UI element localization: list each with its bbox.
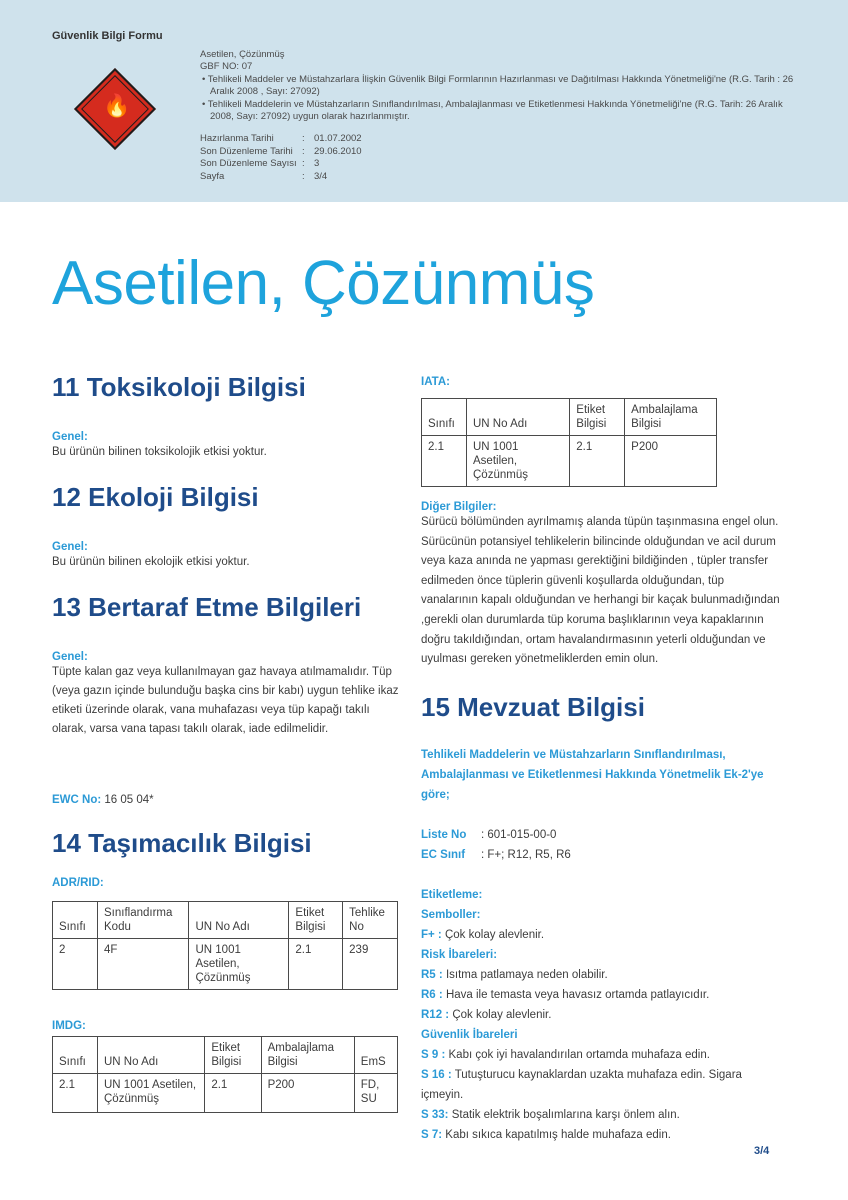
meta-value: 3/4 [314,170,328,182]
table-row [422,436,717,487]
imdg-label: IMDG: [52,1020,86,1032]
section-14-heading: 14 Taşımacılık Bilgisi [52,828,312,858]
r12-row [421,1005,781,1025]
iata-label: IATA: [421,376,450,388]
r6-value: Hava ile temasta veya havasız ortamda patlayıcıdır. [445,988,710,1001]
table-header: Etiket Bilgisi [205,1037,261,1074]
table-cell: 4F [98,939,189,990]
table-header-row [422,399,717,436]
table-header: Sınıfı [422,399,467,436]
meta-row: Sayfa : 3/4 [200,170,328,182]
section-11-label: Genel: [52,431,88,443]
table-cell: UN 1001 Asetilen, Çözünmüş [98,1074,205,1113]
s9-value: Kabı çok iyi havalandırılan ortamda muhafaza edin. [448,1048,710,1061]
meta-key: Son Düzenleme Tarihi [200,145,293,157]
guvenlik-text: Güvenlik İbareleri [421,1028,518,1041]
ewc-value: 16 05 04* [104,794,154,806]
r6-row [421,985,781,1005]
adr-label: ADR/RID: [52,877,104,889]
table-header: UN No Adı [189,902,289,939]
r12-key: R12 : [421,1008,450,1021]
section-12-heading: 12 Ekoloji Bilgisi [52,482,259,512]
table-header: Ambalajlama Bilgisi [625,399,717,436]
meta-row: Son Düzenleme Sayısı : 3 [200,158,320,170]
fplus-key: F+ : [421,928,442,941]
regulation-1: • Tehlikeli Maddeler ve Müstahzarlara İlişkin Güvenlik Bilgi Formlarının Hazırlanması ve Dağıtılması Hakkında Yönetmeliği'ne (R.G. Tarih : 26 Aralık 2008 , Sayı: 27092) [202,73,794,98]
table-cell: UN 1001 Asetilen, Çözünmüş [467,436,570,487]
guvenlik-label [421,1025,781,1045]
brand: Güvenlik Bilgi Formu [52,30,163,42]
s16-row [421,1065,781,1105]
meta-key: Hazırlanma Tarihi [200,133,274,145]
meta-value: 01.07.2002 [314,133,362,145]
semboller-label [421,905,781,925]
section-11-heading: 11 Toksikoloji Bilgisi [52,372,306,402]
s33-value: Statik elektrik boşalımlarına karşı önlem alın. [451,1108,680,1121]
section-13-heading: 13 Bertaraf Etme Bilgileri [52,592,362,622]
r6-key: R6 : [421,988,443,1001]
table-cell: 2.1 [53,1074,98,1113]
table-header-row [53,1037,398,1074]
header-band [0,0,848,202]
section-13-label: Genel: [52,651,88,663]
meta-row: Hazırlanma Tarihi : 01.07.2002 [200,133,362,145]
table-header: Tehlike No [343,902,398,939]
fplus-row [421,925,781,945]
ewc-line [52,791,404,810]
table-cell: 2.1 [289,939,343,990]
section-15-subhead: Tehlikeli Maddelerin ve Müstahzarların Sınıflandırılması, Ambalajlanması ve Etiketlenmesi Hakkında Yönetmelik Ek-2'ye göre; [421,748,764,801]
page-number: 3/4 [754,1145,770,1157]
table-cell: UN 1001 Asetilen, Çözünmüş [189,939,289,990]
section-15-heading: 15 Mevzuat Bilgisi [421,691,645,722]
left-column [52,372,404,1113]
risk-label [421,945,781,965]
s16-key: S 16 : [421,1068,452,1081]
form-number: GBF NO: 07 [200,61,253,73]
table-row [53,939,398,990]
liste-row [421,825,781,845]
risk-text: Risk İbareleri: [421,948,498,961]
table-cell: P200 [625,436,717,487]
ec-key: EC Sınıf [421,848,466,861]
s7-row [421,1125,781,1145]
table-header: Ambalajlama Bilgisi [261,1037,354,1074]
ewc-label: EWC No: [52,794,102,806]
section-11-text: Bu ürünün bilinen toksikolojik etkisi yoktur. [52,446,267,458]
s33-key: S 33: [421,1108,449,1121]
table-cell: 2.1 [205,1074,261,1113]
table-header: UN No Adı [98,1037,205,1074]
right-column [421,376,781,1145]
r5-row [421,965,781,985]
r12-value: Çok kolay alevlenir. [452,1008,552,1021]
etiketleme-text: Etiketleme: [421,888,483,901]
s9-key: S 9 : [421,1048,446,1061]
adr-table [52,901,398,990]
table-header: Etiket Bilgisi [570,399,625,436]
section-13-text: Tüpte kalan gaz veya kullanılmayan gaz havaya atılmamalıdır. Tüp (veya gazın içinde bulunduğu başka cins bir kabı) uygun tehlike ikaz etiketi üzerinde olarak, vana muhafazası veya tüp kapağı takılı olarak, varsa vana tapası takılı olarak, iade edilmelidir. [52,666,399,735]
s33-row [421,1105,781,1125]
table-header: Sınıfı [53,902,98,939]
ec-row [421,845,781,865]
imdg-table [52,1036,398,1113]
table-header: EmS [354,1037,397,1074]
table-header: Etiket Bilgisi [289,902,343,939]
table-cell: P200 [261,1074,354,1113]
semboller-text: Semboller: [421,908,481,921]
regulation-2: • Tehlikeli Maddelerin ve Müstahzarların Sınıflandırılması, Ambalajlanması ve Etiketlenmesi Hakkında Yönetmeliği'ne (R.G. Tarih: 26 Aralık 2008, Sayı: 27092) uygun olarak hazırlanmıştır. [202,98,783,123]
r5-key: R5 : [421,968,443,981]
s9-row [421,1045,781,1065]
meta-list [200,133,800,183]
section-12-text: Bu ürünün bilinen ekolojik etkisi yoktur. [52,556,250,568]
diger-label: Diğer Bilgiler: [421,501,497,513]
s7-value: Kabı sıkıca kapatılmış halde muhafaza edin. [445,1128,671,1141]
meta-key: Sayfa [200,170,225,182]
liste-value: : 601-015-00-0 [481,828,557,841]
iata-table [421,398,717,487]
product-name: Asetilen, Çözünmüş [200,49,285,60]
table-header: Sınıfı [53,1037,98,1074]
section-12-label: Genel: [52,541,88,553]
s7-key: S 7: [421,1128,443,1141]
etiketleme-label [421,885,781,905]
table-row [53,1074,398,1113]
header-info [200,49,800,183]
meta-row: Son Düzenleme Tarihi : 29.06.2010 [200,145,362,157]
r5-value: Isıtma patlamaya neden olabilir. [445,968,608,981]
table-cell: 2.1 [422,436,467,487]
table-cell: 2.1 [570,436,625,487]
flame-icon: 🔥 [103,93,131,118]
s16-value: Tutuşturucu kaynaklardan uzakta muhafaza edin. Sigara içmeyin. [421,1068,742,1101]
table-cell: 2 [53,939,98,990]
meta-value: 3 [314,158,320,170]
table-header-row [53,902,398,939]
diger-text: Sürücü bölümünden ayrılmamış alanda tüpün taşınmasına engel olun. Sürücünün potansiyel tehlikelerin bilincinde olduğundan ve acil durum veya kaza anında ne yapması gerektiğini bildiğinden , tüpler transfer edilmeden önce tüplerin güvenli koşullarda olduğundan, tüp vanalarının kapalı olduğundan ve herhangi bir kaçak bulunmadığından ,gerekli olan durumlarda tüp koruma başlıklarının veya kapaklarının doğru takıldığından, ortam havalandırmasının yeterli olduğundan ve uyulması gereken yönetmeliklerden emin olun. [421,516,780,666]
table-cell: 239 [343,939,398,990]
page-title: Asetilen, Çözünmüş [52,249,595,318]
table-header: Sınıflandırma Kodu [98,902,189,939]
fplus-value: Çok kolay alevlenir. [444,928,545,941]
meta-value: 29.06.2010 [314,145,362,157]
meta-key: Son Düzenleme Sayısı [200,158,297,170]
liste-key: Liste No [421,828,467,841]
table-header: UN No Adı [467,399,570,436]
ec-value: : F+; R12, R5, R6 [481,848,571,861]
table-cell: FD, SU [354,1074,397,1113]
